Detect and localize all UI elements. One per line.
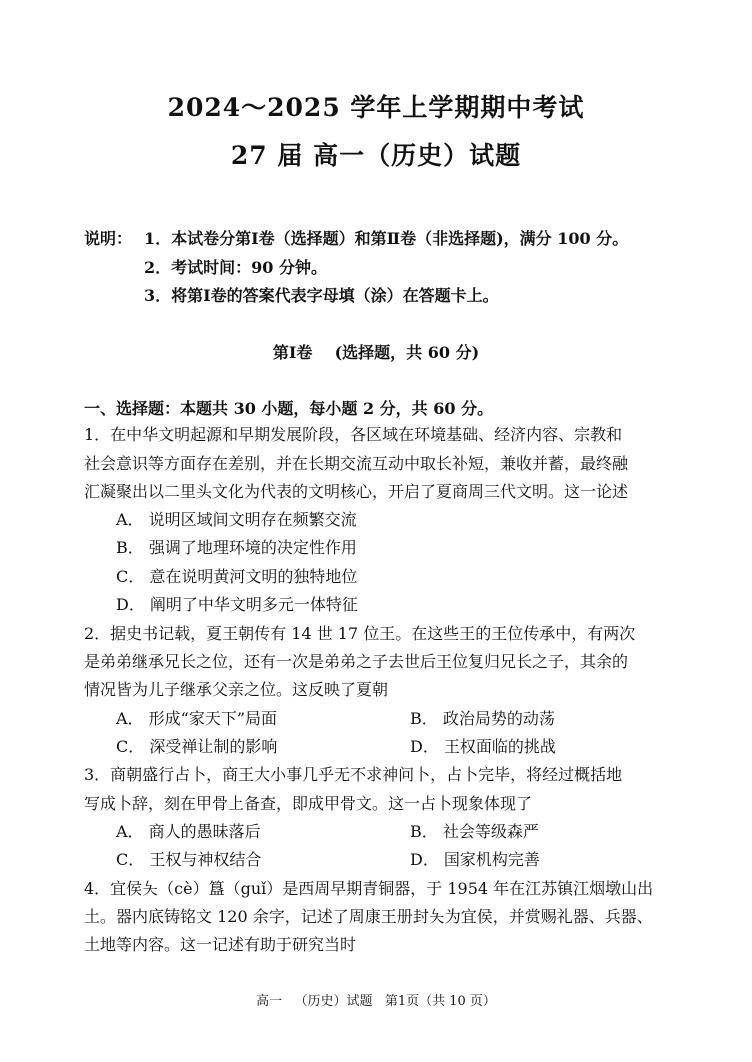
question-3-option-d: D． 国家机构完善 <box>410 850 540 869</box>
question-4-line-1: 4．宜侯夨（cè）簋（guǐ）是西周早期青铜器，于 1954 年在江苏镇江烟墩山出 <box>84 879 654 898</box>
instruction-item-3: 3．将第Ⅰ卷的答案代表字母填（涂）在答题卡上。 <box>144 286 499 305</box>
question-1-line-2: 社会意识等方面存在差别，并在长期交流互动中取长补短，兼收并蓄，最终融 <box>84 454 629 473</box>
question-2-line-3: 情况皆为儿子继承父亲之位。这反映了夏朝 <box>84 680 389 699</box>
question-2-line-2: 是弟弟继承兄长之位，还有一次是弟弟之子去世后王位复归兄长之子，其余的 <box>84 652 629 671</box>
question-1-option-b: B． 强调了地理环境的决定性作用 <box>116 538 357 557</box>
part-title: 一、选择题：本题共 30 小题，每小题 2 分，共 60 分。 <box>84 399 494 418</box>
question-4-line-3: 土地等内容。这一记述有助于研究当时 <box>84 935 357 954</box>
question-1-line-1: 1．在中华文明起源和早期发展阶段，各区域在环境基础、经济内容、宗教和 <box>84 425 623 444</box>
instructions-label: 说明： <box>84 229 133 248</box>
exam-title-line1: 2024～2025 学年上学期期中考试 <box>167 93 585 122</box>
instruction-item-2: 2．考试时间：90 分钟。 <box>144 258 327 277</box>
section-title: 第Ⅰ卷 (选择题，共 60 分) <box>272 343 480 362</box>
question-2-line-1: 2．据史书记载，夏王朝传有 14 世 17 位王。在这些王的王位传承中，有两次 <box>84 624 636 643</box>
exam-title-line2: 27 届 高一（历史）试题 <box>230 141 522 170</box>
question-1-option-c: C． 意在说明黄河文明的独特地位 <box>116 567 358 586</box>
question-3-option-c: C． 王权与神权结合 <box>116 850 262 869</box>
question-3-line-1: 3．商朝盛行占卜，商王大小事几乎无不求神问卜，占卜完毕，将经过概括地 <box>84 765 623 784</box>
question-1-option-d: D． 阐明了中华文明多元一体特征 <box>116 595 358 614</box>
question-1-option-a: A． 说明区域间文明存在频繁交流 <box>116 510 357 529</box>
question-1-line-3: 汇凝聚出以二里头文化为代表的文明核心，开启了夏商周三代文明。这一论述 <box>84 482 629 501</box>
question-2-option-d: D． 王权面临的挑战 <box>410 737 556 756</box>
question-2-option-b: B． 政治局势的动荡 <box>410 709 555 728</box>
question-3-option-b: B． 社会等级森严 <box>410 822 539 841</box>
question-2-option-a: A． 形成“家天下”局面 <box>116 709 278 728</box>
instruction-item-1: 1．本试卷分第Ⅰ卷（选择题）和第Ⅱ卷（非选择题)，满分 100 分。 <box>144 229 629 248</box>
question-4-line-2: 土。器内底铸铭文 120 余字，记述了周康王册封夨为宜侯，并赏赐礼器、兵器、 <box>84 907 653 926</box>
question-3-option-a: A． 商人的愚昧落后 <box>116 822 261 841</box>
page-footer: 高一 （历史）试题 第1页（共 10 页） <box>256 994 496 1009</box>
question-2-option-c: C． 深受禅让制的影响 <box>116 737 278 756</box>
question-3-line-2: 写成卜辞，刻在甲骨上备查，即成甲骨文。这一占卜现象体现了 <box>84 794 533 813</box>
